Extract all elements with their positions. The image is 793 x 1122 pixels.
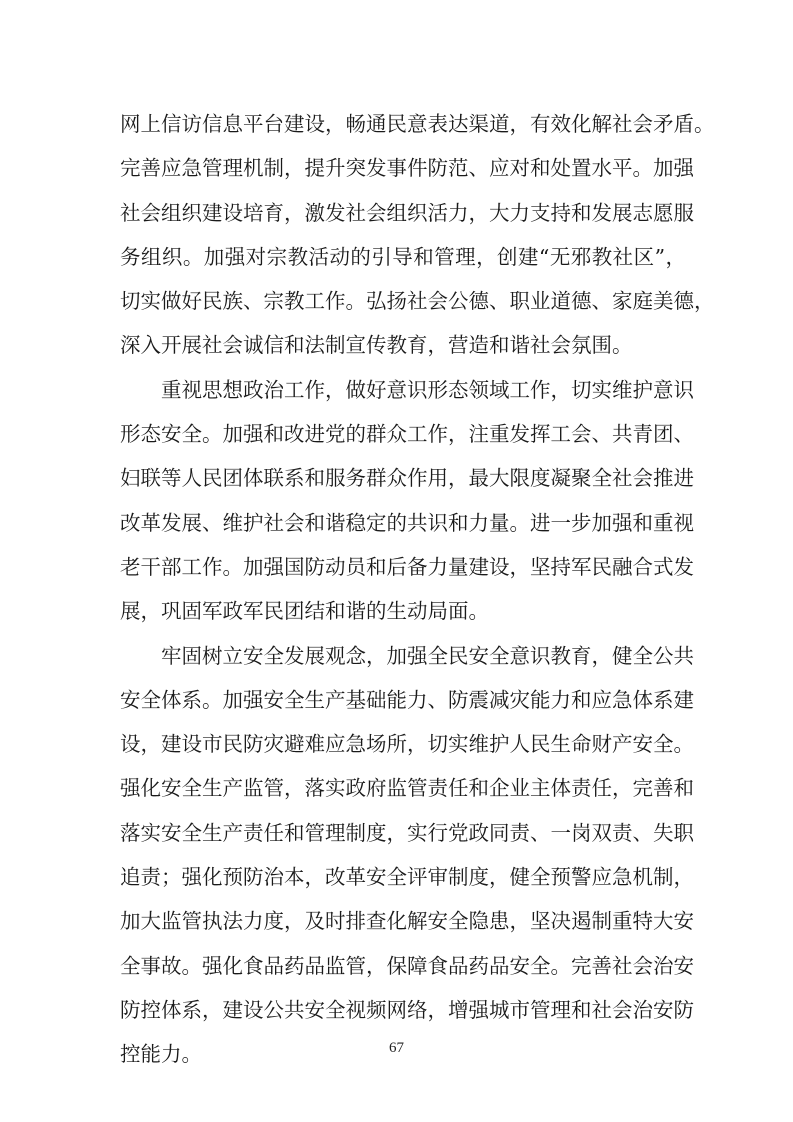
text-line: 妇联等人民团体联系和服务群众作用，最大限度凝聚全社会推进	[120, 466, 694, 491]
document-body	[120, 102, 715, 1077]
text-line: 落实安全生产责任和管理制度，实行党政同责、一岗双责、失职	[120, 820, 694, 845]
text-line: 重视思想政治工作，做好意识形态领域工作，切实维护意识	[161, 377, 694, 402]
text-line: 改革发展、维护社会和谐稳定的共识和力量。进一步加强和重视	[120, 510, 694, 535]
text-line: 追责；强化预防治本，改革安全评审制度，健全预警应急机制，	[120, 865, 694, 890]
text-line: 老干部工作。加强国防动员和后备力量建设，坚持军民融合式发	[120, 554, 694, 579]
text-line: 强化安全生产监管，落实政府监管责任和企业主体责任，完善和	[120, 776, 694, 801]
text-line: 完善应急管理机制，提升突发事件防范、应对和处置水平。加强	[120, 156, 694, 181]
page-number: 67	[389, 1040, 404, 1056]
paragraph-1	[120, 102, 715, 368]
text-line: 设，建设市民防灾避难应急场所，切实维护人民生命财产安全。	[120, 732, 694, 757]
text-line: 形态安全。加强和改进党的群众工作，注重发挥工会、共青团、	[120, 422, 694, 447]
text-line: 务组织。加强对宗教活动的引导和管理，创建“无邪教社区”，	[120, 244, 686, 269]
text-line: 网上信访信息平台建设，畅通民意表达渠道，有效化解社会矛盾。	[120, 112, 715, 136]
text-line: 深入开展社会诚信和法制宣传教育，营造和谐社会氛围。	[120, 333, 633, 358]
text-line: 控能力。	[120, 1042, 202, 1067]
text-line: 全事故。强化食品药品监管，保障食品药品安全。完善社会治安	[120, 953, 694, 978]
text-line: 展，巩固军政军民团结和谐的生动局面。	[120, 599, 489, 624]
paragraph-3	[120, 634, 694, 1077]
text-line: 防控体系，建设公共安全视频网络，增强城市管理和社会治安防	[120, 997, 694, 1022]
text-line: 切实做好民族、宗教工作。弘扬社会公德、职业道德、家庭美德，	[120, 289, 715, 314]
text-line: 社会组织建设培育，激发社会组织活力，大力支持和发展志愿服	[120, 200, 694, 225]
paragraph-2	[120, 368, 694, 634]
text-line: 牢固树立安全发展观念，加强全民安全意识教育，健全公共	[161, 643, 694, 668]
text-line: 安全体系。加强安全生产基础能力、防震减灾能力和应急体系建	[120, 687, 694, 712]
text-line: 加大监管执法力度，及时排查化解安全隐患，坚决遏制重特大安	[120, 909, 694, 934]
